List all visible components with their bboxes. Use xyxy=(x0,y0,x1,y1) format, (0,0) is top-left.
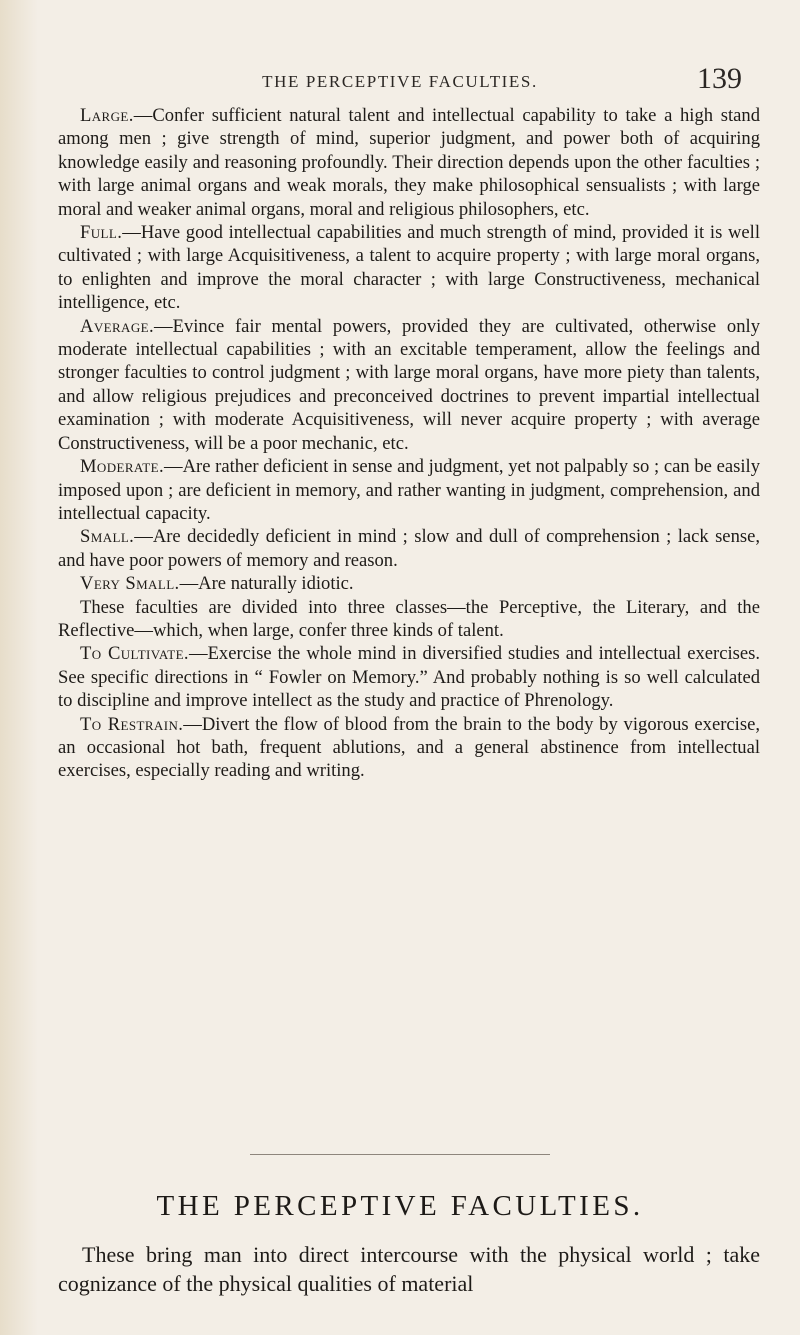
paragraph-text: —Confer sufficient natural talent and intellectual capability to take a high stand among men ; give strength of mind, superior judgment, and power both of acquiring knowledge easily and reasoning profoundly. Their direction depends upon the other faculties ; with large animal organs and weak morals, they make philosophical sensualists ; with large moral and weaker animal organs, moral and religious philosophers, etc. xyxy=(58,105,760,220)
paragraph-large xyxy=(58,104,760,221)
paragraph-text: These faculties are divided into three classes—the Perceptive, the Literary, and the Reflective—which, when large, confer three kinds of talent. xyxy=(58,596,760,641)
paragraph-very-small xyxy=(58,572,760,595)
main-text xyxy=(58,104,760,783)
paragraph-lead: Full. xyxy=(80,222,123,244)
section-paragraph: These bring man into direct intercourse with the physical world ; take cognizance of the physical qualities of material xyxy=(58,1242,760,1296)
paragraph-lead: Small. xyxy=(80,526,135,548)
paragraph-text: —Exercise the whole mind in diversified studies and intellectual exercises. See specific directions in “ Fowler on Memory.” And probably nothing is so well calculated to discipline and improve intellect as the study and practice of Phrenology. xyxy=(58,643,760,712)
paragraph-text: —Are rather deficient in sense and judgment, yet not palpably so ; can be easily imposed upon ; are deficient in memory, and rather wanting in judgment, comprehension, and intellectual capacity. xyxy=(58,456,760,524)
paragraph-to-cultivate xyxy=(58,642,760,712)
running-title: THE PERCEPTIVE FACULTIES. xyxy=(262,72,538,91)
paragraph-text: —Are naturally idiotic. xyxy=(179,573,354,595)
paragraph-average xyxy=(58,315,760,455)
paragraph-small xyxy=(58,525,760,572)
paragraph-full xyxy=(58,221,760,315)
paragraph-text: —Evince fair mental powers, provided they are cultivated, otherwise only moderate intellectual capabilities ; with an excitable temperament, allow the feelings and stronger faculties to control judgment ; with large moral organs, have more piety than talents, and allow religious prejudices and preconceived doctrines to prevent impartial intellectual examination ; with moderate Acquisitiveness, will never acquire property ; with average Constructiveness, will be a poor mechanic, etc. xyxy=(58,315,760,454)
section-title: THE PERCEPTIVE FACULTIES. xyxy=(156,1190,644,1222)
section-divider xyxy=(250,1154,550,1155)
paragraph-text: —Are decidedly deficient in mind ; slow and dull of comprehension ; lack sense, and have poor powers of memory and reason. xyxy=(58,526,760,571)
page-number: 139 xyxy=(697,62,742,95)
paragraph-lead: To Cultivate. xyxy=(80,643,189,665)
paragraph-lead: Moderate. xyxy=(80,456,164,478)
paragraph-lead: Very Small. xyxy=(80,573,180,595)
running-head xyxy=(0,62,800,106)
paragraph-lead: Large. xyxy=(80,105,134,126)
paragraph-lead: To Restrain. xyxy=(80,713,184,735)
paragraph-to-restrain xyxy=(58,713,760,783)
section-intro xyxy=(58,1240,760,1298)
paragraph-text: —Divert the flow of blood from the brain to the body by vigorous exercise, an occasional hot bath, frequent ablutions, and a general abstinence from intellectual exercises, especially reading and writing. xyxy=(58,713,760,782)
paragraph-classes xyxy=(58,596,760,643)
paragraph-text: —Have good intellectual capabilities and much strength of mind, provided it is well cultivated ; with large Acquisitiveness, a talent to acquire property ; with large moral organs, to enlighten and improve the moral character ; with large Constructiveness, mechanical intelligence, etc. xyxy=(58,222,760,314)
paragraph-lead: Average. xyxy=(80,315,154,337)
paragraph-moderate xyxy=(58,455,760,525)
